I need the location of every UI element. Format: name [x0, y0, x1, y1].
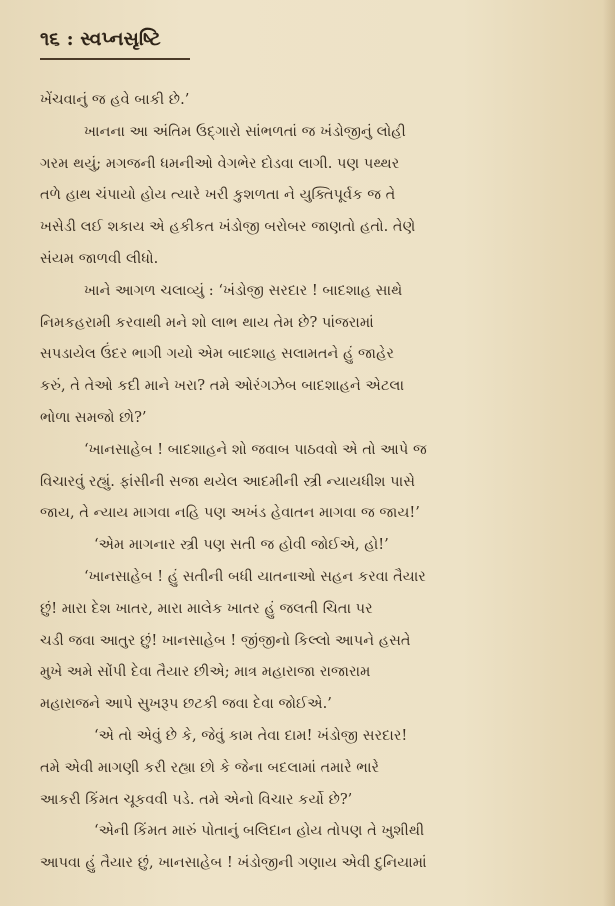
text-line: ‘એ તો એવું છે કે, જેવું કામ તેવા દામ! ખંડોજી સરદાર! [94, 726, 408, 744]
text-line: મુખે અમે સોંપી દેવા તૈયાર છીએ; માત્ર મહારાજા રાજારામ [40, 663, 371, 681]
text-line: તળે હાથ ચંપાયો હોય ત્યારે ખરી કુશળતા ને યુક્તિપૂર્વક જ તે [40, 186, 396, 204]
text-line: કરું, તે તેઓ કદી માને ખરા? તમે ઓરંગઝેબ બાદશાહને એટલા [40, 377, 405, 395]
text-line: જાય, તે ન્યાય માગવા નહિ પણ અખંડ હેવાતન માગવા જ જાય!’ [40, 504, 420, 522]
text-line: મહારાજને આપે સુખરૂપ છટકી જવા દેવા જોઈએ.’ [40, 695, 332, 713]
text-line: નિમકહરામી કરવાથી મને શો લાભ થાય તેમ છે? પાંજરામાં [40, 313, 374, 331]
page-number: ૧૬ [40, 28, 60, 50]
running-header [40, 28, 161, 50]
text-line: ભોળા સમજો છો?’ [40, 408, 147, 426]
text-line: ‘ખાનસાહેબ ! હું સતીની બધી યાતનાઓ સહન કરવા તૈયાર [84, 567, 426, 585]
text-line: ગરમ થયું; મગજની ધમનીઓ વેગભેર દોડવા લાગી. પણ પથ્થર [40, 154, 400, 172]
text-line: તમે એવી માગણી કરી રહ્યા છો કે જેના બદલામાં તમારે ભારે [40, 758, 380, 776]
text-line: સંયમ જાળવી લીધો. [40, 249, 159, 267]
text-line: ‘એમ માગનાર સ્ત્રી પણ સતી જ હોવી જોઈએ, હો!’ [94, 536, 389, 554]
body-text [40, 84, 580, 879]
text-line: આપવા હું તૈયાર છું, ખાનસાહેબ ! ખંડોજીની ગણાય એવી દુનિયામાં [40, 854, 427, 872]
text-line: આકરી કિંમત ચૂકવવી પડે. તમે એનો વિચાર કર્યો છે?’ [40, 790, 353, 808]
text-line: છું! મારા દેશ ખાતર, મારા માલેક ખાતર હું જલતી ચિતા પર [40, 599, 373, 617]
text-line: ચડી જવા આતુર છું! ખાનસાહેબ ! જીંજીનો કિલ્લો આપને હસતે [40, 631, 411, 649]
text-line: ખાનના આ અંતિમ ઉદ્ગારો સાંભળતાં જ ખંડોજીનું લોહી [84, 122, 406, 140]
text-line: ખેંચવાનું જ હવે બાકી છે.’ [40, 91, 190, 108]
text-line: ‘ખાનસાહેબ ! બાદશાહને શો જવાબ પાઠવવો એ તો આપે જ [84, 440, 427, 458]
text-line: વિચારવું રહ્યું. ફાંસીની સજા થયેલ આદમીની સ્ત્રી ન્યાયધીશ પાસે [40, 472, 416, 490]
text-line: ખાને આગળ ચલાવ્યું : ‘ખંડોજી સરદાર ! બાદશાહ સાથે [84, 281, 403, 299]
header-separator: : [66, 28, 74, 50]
text-line: ખસેડી લઈ શકાય એ હકીકત ખંડોજી બરોબર જાણતો હતો. તેણે [40, 218, 416, 236]
chapter-title: સ્વપ્નસૃષ્ટિ [80, 28, 161, 50]
header-underline [40, 58, 190, 60]
text-line: ‘એની કિંમત મારું પોતાનું બલિદાન હોય તોપણ તે ખુશીથી [94, 822, 425, 840]
text-line: સપડાયેલ ઉંદર ભાગી ગયો એમ બાદશાહ સલામતને હું જાહેર [40, 345, 395, 363]
page-binding-shadow [603, 0, 615, 906]
